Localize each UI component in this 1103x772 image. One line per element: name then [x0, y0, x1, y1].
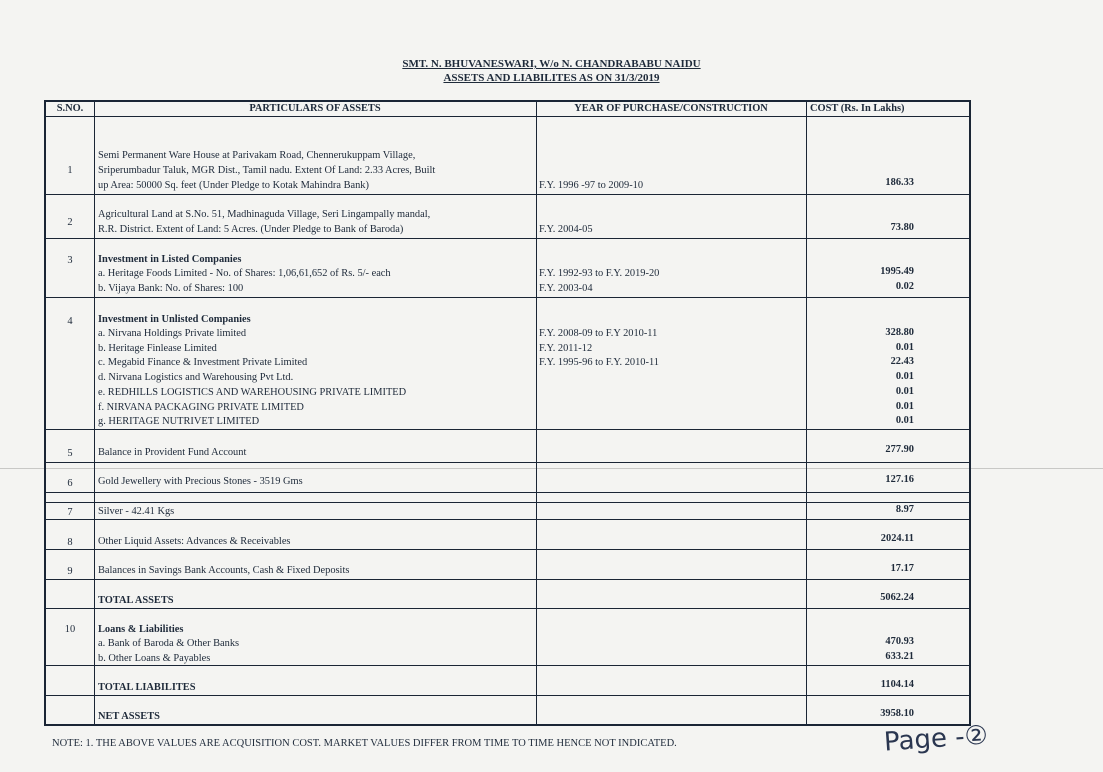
row-divider — [46, 608, 969, 609]
row-10-sno: 10 — [64, 624, 76, 635]
footnote: NOTE: 1. THE ABOVE VALUES ARE ACQUISITION COST. MARKET VALUES DIFFER FROM TIME TO TIME HENCE NOT INDICATED. — [52, 738, 677, 749]
row-8-text: Other Liquid Assets: Advances & Receivables — [98, 536, 291, 547]
row-1-line: up Area: 50000 Sq. feet (Under Pledge to Kotak Mahindra Bank) — [98, 180, 369, 191]
row-10-line: b. Other Loans & Payables — [98, 653, 211, 664]
column-divider — [94, 102, 95, 724]
total-assets-cost: 5062.24 — [880, 592, 914, 603]
column-divider — [536, 102, 537, 724]
header-year: YEAR OF PURCHASE/CONSTRUCTION — [574, 103, 768, 114]
row-4-year: F.Y. 2008-09 to F.Y 2010-11 — [539, 328, 658, 339]
row-3-cost: 0.02 — [895, 281, 914, 292]
row-4-line: b. Heritage Finlease Limited — [98, 343, 217, 354]
row-5-cost: 277.90 — [885, 444, 914, 455]
row-6-cost: 127.16 — [885, 474, 914, 485]
row-divider — [46, 492, 969, 493]
row-7-sno: 7 — [67, 507, 73, 518]
row-2-line: Agricultural Land at S.No. 51, Madhinaguda Village, Seri Lingampally mandal, — [98, 209, 431, 220]
row-5-text: Balance in Provident Fund Account — [98, 447, 247, 458]
row-3-title: Investment in Listed Companies — [98, 254, 242, 265]
header-sno: S.NO. — [56, 103, 84, 114]
row-divider — [46, 297, 969, 298]
row-3-line: a. Heritage Foods Limited - No. of Shares: 1,06,61,652 of Rs. 5/- each — [98, 268, 391, 279]
row-7-cost: 8.97 — [895, 504, 914, 515]
row-divider — [46, 502, 969, 503]
row-divider — [46, 519, 969, 520]
row-3-year: F.Y. 2003-04 — [539, 283, 593, 294]
total-liabilities-cost: 1104.14 — [880, 679, 914, 690]
row-1-line: Sriperumbadur Taluk, MGR Dist., Tamil nadu. Extent Of Land: 2.33 Acres, Built — [98, 165, 436, 176]
row-4-year: F.Y. 1995-96 to F.Y. 2010-11 — [539, 357, 659, 368]
row-1-cost: 186.33 — [885, 177, 914, 188]
row-4-cost: 0.01 — [895, 386, 914, 397]
report-title: ASSETS AND LIABILITES AS ON 31/3/2019 — [443, 72, 660, 84]
row-4-line: c. Megabid Finance & Investment Private Limited — [98, 357, 308, 368]
row-4-sno: 4 — [67, 316, 73, 327]
page-handwritten-mark: Page -② — [883, 720, 989, 758]
total-assets-label: TOTAL ASSETS — [98, 595, 174, 606]
row-3-sno: 3 — [67, 255, 73, 266]
assets-table — [44, 100, 971, 726]
row-4-line: e. REDHILLS LOGISTICS AND WAREHOUSING PRIVATE LIMITED — [98, 387, 407, 398]
row-1-line: Semi Permanent Ware House at Parivakam Road, Chennerukuppam Village, — [98, 150, 416, 161]
row-4-title: Investment in Unlisted Companies — [98, 314, 251, 325]
row-8-sno: 8 — [67, 537, 73, 548]
header-particulars: PARTICULARS OF ASSETS — [249, 103, 381, 114]
row-5-sno: 5 — [67, 448, 73, 459]
row-8-cost: 2024.11 — [880, 533, 914, 544]
row-4-cost: 22.43 — [890, 356, 914, 367]
row-divider — [46, 194, 969, 195]
row-1-year: F.Y. 1996 -97 to 2009-10 — [539, 180, 644, 191]
row-3-line: b. Vijaya Bank: No. of Shares: 100 — [98, 283, 244, 294]
row-9-text: Balances in Savings Bank Accounts, Cash & Fixed Deposits — [98, 565, 350, 576]
row-2-line: R.R. District. Extent of Land: 5 Acres. (Under Pledge to Bank of Baroda) — [98, 224, 404, 235]
column-divider — [806, 102, 807, 724]
row-4-line: g. HERITAGE NUTRIVET LIMITED — [98, 416, 260, 427]
net-assets-cost: 3958.10 — [880, 708, 914, 719]
row-4-line: a. Nirvana Holdings Private limited — [98, 328, 247, 339]
row-4-cost: 0.01 — [895, 401, 914, 412]
row-10-cost: 633.21 — [885, 651, 914, 662]
net-assets-label: NET ASSETS — [98, 711, 160, 722]
row-2-sno: 2 — [67, 217, 73, 228]
row-divider — [46, 238, 969, 239]
row-6-sno: 6 — [67, 478, 73, 489]
row-4-cost: 0.01 — [895, 415, 914, 426]
row-4-year: F.Y. 2011-12 — [539, 343, 593, 354]
row-3-cost: 1995.49 — [880, 266, 914, 277]
row-4-line: f. NIRVANA PACKAGING PRIVATE LIMITED — [98, 402, 304, 413]
row-divider — [46, 462, 969, 463]
row-6-text: Gold Jewellery with Precious Stones - 3519 Gms — [98, 476, 303, 487]
total-liabilities-label: TOTAL LIABILITES — [98, 682, 196, 693]
row-2-cost: 73.80 — [890, 222, 914, 233]
row-3-year: F.Y. 1992-93 to F.Y. 2019-20 — [539, 268, 660, 279]
row-4-line: d. Nirvana Logistics and Warehousing Pvt Ltd. — [98, 372, 294, 383]
row-10-cost: 470.93 — [885, 636, 914, 647]
row-divider — [46, 579, 969, 580]
row-10-title: Loans & Liabilities — [98, 624, 184, 635]
row-4-cost: 328.80 — [885, 327, 914, 338]
owner-heading: SMT. N. BHUVANESWARI, W/o N. CHANDRABABU NAIDU — [402, 58, 701, 70]
row-10-line: a. Bank of Baroda & Other Banks — [98, 638, 240, 649]
row-4-cost: 0.01 — [895, 342, 914, 353]
row-4-cost: 0.01 — [895, 371, 914, 382]
row-7-text: Silver - 42.41 Kgs — [98, 506, 175, 517]
row-9-cost: 17.17 — [890, 563, 914, 574]
row-9-sno: 9 — [67, 566, 73, 577]
row-2-year: F.Y. 2004-05 — [539, 224, 593, 235]
header-cost: COST (Rs. In Lakhs) — [810, 103, 905, 114]
row-1-sno: 1 — [67, 165, 73, 176]
